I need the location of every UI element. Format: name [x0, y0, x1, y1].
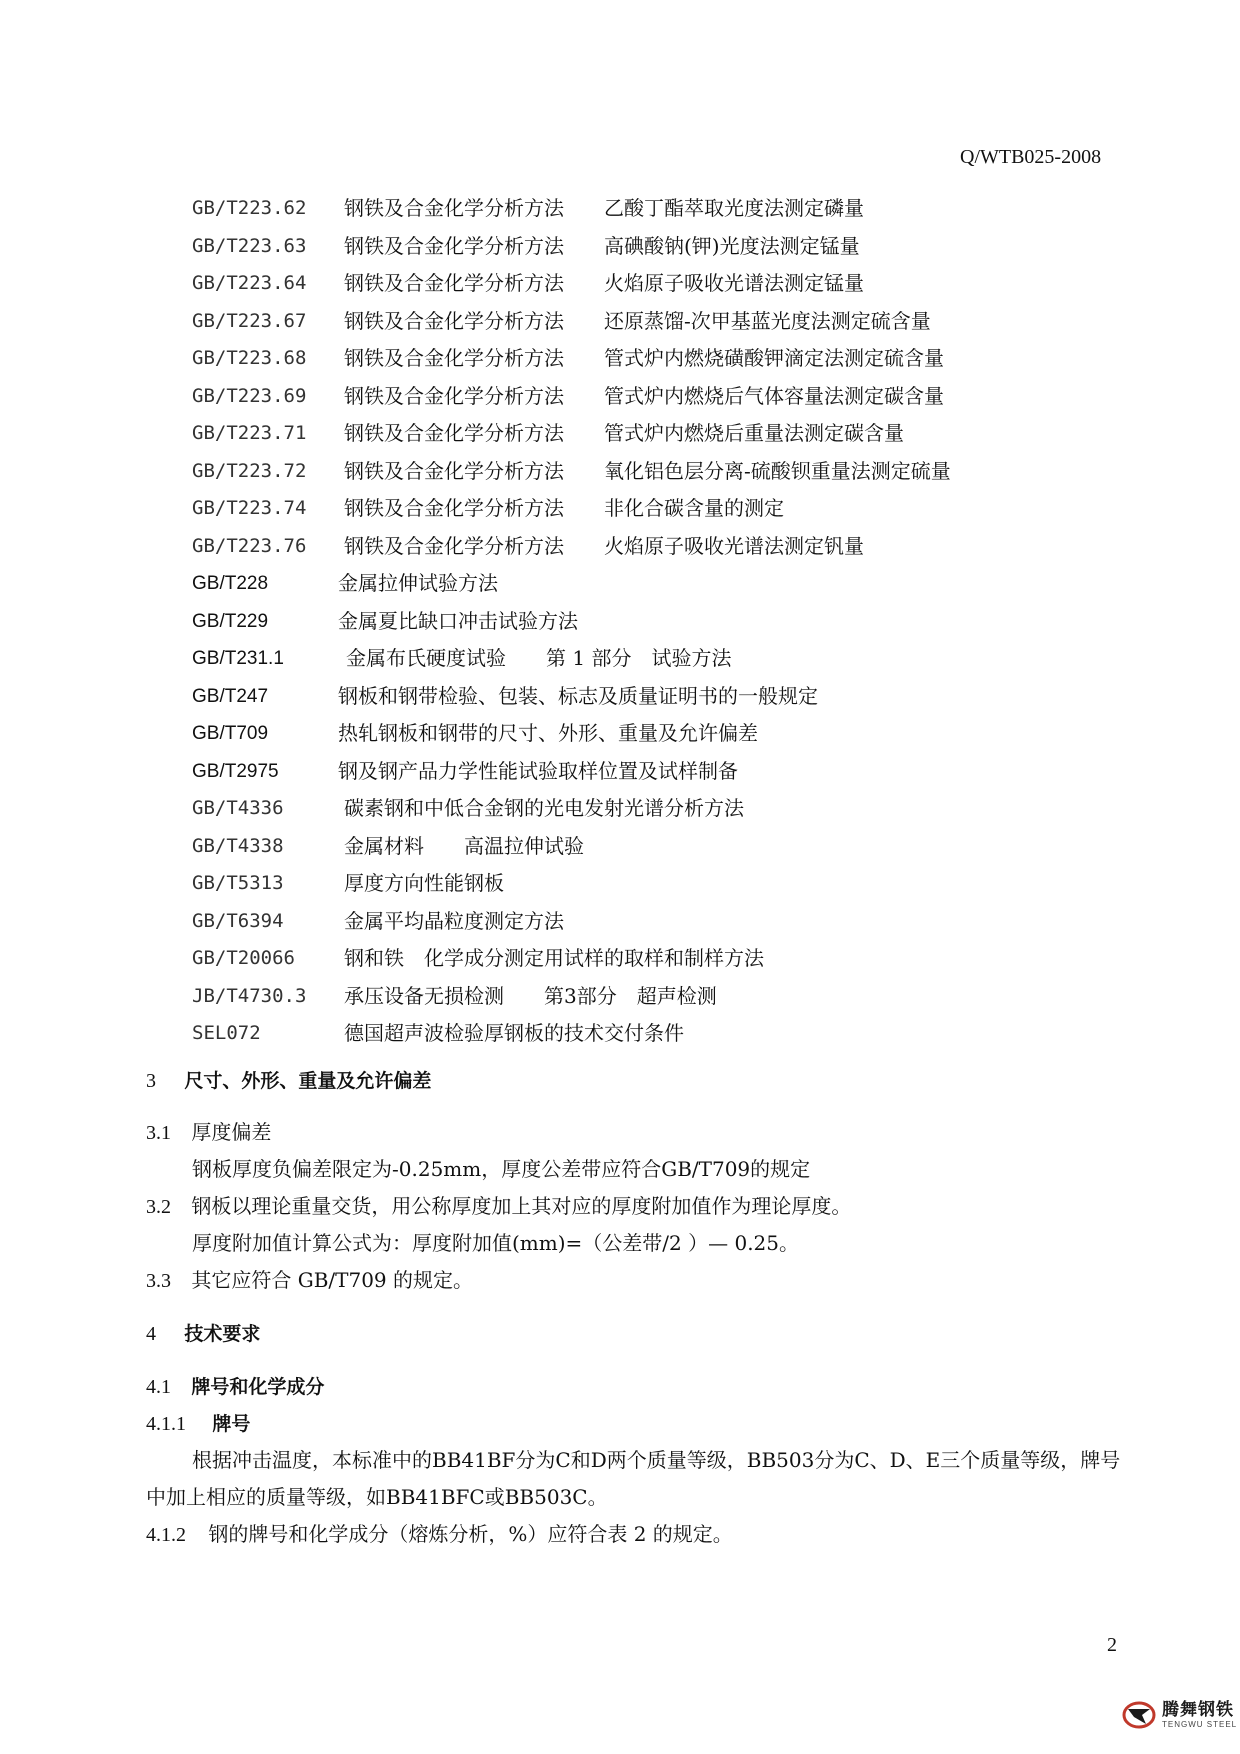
section-title: 技术要求 — [184, 1323, 261, 1345]
reference-subtitle: 还原蒸馏-次甲基蓝光度法测定硫含量 — [604, 308, 931, 333]
section-4-1-heading — [146, 1371, 324, 1402]
reference-code: GB/T228 — [192, 573, 269, 594]
reference-code: GB/T247 — [192, 685, 269, 707]
reference-subtitle: 氧化铝色层分离-硫酸钡重量法测定硫量 — [604, 458, 951, 483]
reference-title: 钢铁及合金化学分析方法 — [344, 271, 564, 295]
reference-title: 钢铁及合金化学分析方法 — [344, 233, 564, 258]
reference-code: GB/T223.64 — [192, 272, 307, 294]
reference-title: 钢及钢产品力学性能试验取样位置及试样制备 — [338, 758, 738, 783]
doc-code: Q/WTB025-2008 — [960, 146, 1102, 168]
section-4-1-2-heading — [146, 1519, 733, 1550]
reference-title: 钢铁及合金化学分析方法 — [344, 421, 564, 445]
company-logo — [1122, 1700, 1237, 1730]
reference-title: 金属平均晶粒度测定方法 — [344, 908, 564, 933]
reference-code: GB/T223.63 — [192, 234, 307, 257]
section-4-1-1-body-line-2: 中加上相应的质量等级，如BB41BFC或BB503C。 — [146, 1485, 608, 1509]
section-4-heading — [146, 1318, 260, 1349]
reference-subtitle: 管式炉内燃烧磺酸钾滴定法测定硫含量 — [604, 346, 944, 370]
section-3-3-heading — [146, 1265, 473, 1296]
reference-code: GB/T4336 — [192, 797, 284, 819]
reference-subtitle: 火焰原子吸收光谱法测定钒量 — [604, 533, 864, 558]
section-3-heading — [146, 1065, 431, 1096]
reference-subtitle: 火焰原子吸收光谱法测定锰量 — [604, 271, 864, 295]
reference-subtitle: 高碘酸钠(钾)光度法测定锰量 — [604, 233, 860, 258]
reference-title: 钢铁及合金化学分析方法 — [344, 346, 564, 370]
reference-code: GB/T223.69 — [192, 384, 307, 407]
reference-title: 金属拉伸试验方法 — [338, 571, 498, 595]
section-number: 3.2 — [146, 1196, 171, 1218]
section-title: 牌号和化学成分 — [191, 1376, 325, 1398]
reference-code: GB/T2975 — [192, 760, 279, 782]
section-3-2-body: 厚度附加值计算公式为：厚度附加值(mm)=（公差带/2 ）— 0.25。 — [192, 1231, 800, 1255]
section-number: 4.1.2 — [146, 1524, 186, 1546]
section-4-1-1-body-line-1: 根据冲击温度，本标准中的BB41BF分为C和D两个质量等级，BB503分为C、D、E三个质量等级，牌号 — [192, 1448, 1121, 1472]
reference-title: 热轧钢板和钢带的尺寸、外形、重量及允许偏差 — [338, 721, 758, 745]
reference-title: 德国超声波检验厚钢板的技术交付条件 — [344, 1021, 684, 1045]
reference-code: GB/T229 — [192, 610, 269, 632]
reference-subtitle: 乙酸丁酯萃取光度法测定磷量 — [604, 196, 864, 220]
page-number: 2 — [1107, 1634, 1117, 1656]
reference-code: SEL072 — [192, 1022, 261, 1044]
reference-title: 碳素钢和中低合金钢的光电发射光谱分析方法 — [344, 796, 744, 820]
reference-code: GB/T5313 — [192, 872, 284, 894]
reference-code: GB/T20066 — [192, 947, 295, 969]
reference-code: GB/T6394 — [192, 909, 284, 932]
reference-title: 金属夏比缺口冲击试验方法 — [338, 608, 578, 633]
reference-code: GB/T223.62 — [192, 197, 307, 219]
reference-title: 钢和铁 化学成分测定用试样的取样和制样方法 — [344, 946, 764, 970]
section-number: 3.3 — [146, 1270, 171, 1292]
section-3-2-heading — [146, 1191, 851, 1222]
logo-english-name: TENGWU STEEL — [1162, 1719, 1238, 1729]
reference-code: JB/T4730.3 — [192, 984, 307, 1007]
section-title: 钢板以理论重量交货，用公称厚度加上其对应的厚度附加值作为理论厚度。 — [191, 1194, 852, 1218]
reference-title: 金属材料 高温拉伸试验 — [344, 833, 584, 858]
section-title: 其它应符合 GB/T709 的规定。 — [191, 1268, 473, 1292]
section-title: 钢的牌号和化学成分（熔炼分析，%）应符合表 2 的规定。 — [208, 1522, 733, 1546]
section-title: 厚度偏差 — [191, 1120, 272, 1144]
section-number: 3 — [146, 1070, 156, 1092]
reference-subtitle: 管式炉内燃烧后气体容量法测定碳含量 — [604, 383, 944, 408]
reference-title: 承压设备无损检测 第3部分 超声检测 — [344, 983, 717, 1008]
reference-title: 钢铁及合金化学分析方法 — [344, 383, 564, 408]
logo-mark-icon — [1122, 1700, 1156, 1730]
reference-code: GB/T223.72 — [192, 459, 307, 482]
reference-title: 钢铁及合金化学分析方法 — [344, 533, 564, 558]
section-number: 4.1 — [146, 1376, 171, 1398]
reference-title: 钢铁及合金化学分析方法 — [344, 496, 564, 520]
section-number: 4 — [146, 1323, 156, 1345]
section-number: 3.1 — [146, 1122, 171, 1144]
reference-code: GB/T709 — [192, 723, 269, 744]
reference-title: 钢铁及合金化学分析方法 — [344, 458, 564, 483]
reference-subtitle: 非化合碳含量的测定 — [604, 496, 784, 520]
reference-code: GB/T231.1 — [192, 648, 284, 669]
section-title: 牌号 — [212, 1413, 251, 1435]
section-4-1-1-heading — [146, 1408, 250, 1439]
reference-code: GB/T4338 — [192, 834, 284, 857]
reference-code: GB/T223.71 — [192, 422, 307, 444]
section-title: 尺寸、外形、重量及允许偏差 — [184, 1070, 432, 1092]
reference-subtitle: 管式炉内燃烧后重量法测定碳含量 — [604, 421, 904, 445]
logo-text — [1162, 1699, 1238, 1729]
reference-code: GB/T223.74 — [192, 497, 307, 519]
reference-title: 厚度方向性能钢板 — [344, 871, 504, 895]
reference-title: 金属布氏硬度试验 第 1 部分 试验方法 — [346, 646, 732, 670]
reference-code: GB/T223.67 — [192, 309, 307, 332]
reference-title: 钢铁及合金化学分析方法 — [344, 196, 564, 220]
section-3-1-heading — [146, 1117, 271, 1148]
logo-chinese-name: 腾舞钢铁 — [1162, 1699, 1234, 1720]
reference-title: 钢铁及合金化学分析方法 — [344, 308, 564, 333]
reference-code: GB/T223.68 — [192, 347, 307, 369]
reference-code: GB/T223.76 — [192, 534, 307, 557]
section-number: 4.1.1 — [146, 1413, 186, 1435]
section-3-1-body: 钢板厚度负偏差限定为-0.25mm，厚度公差带应符合GB/T709的规定 — [192, 1157, 811, 1181]
reference-title: 钢板和钢带检验、包装、标志及质量证明书的一般规定 — [338, 683, 818, 708]
